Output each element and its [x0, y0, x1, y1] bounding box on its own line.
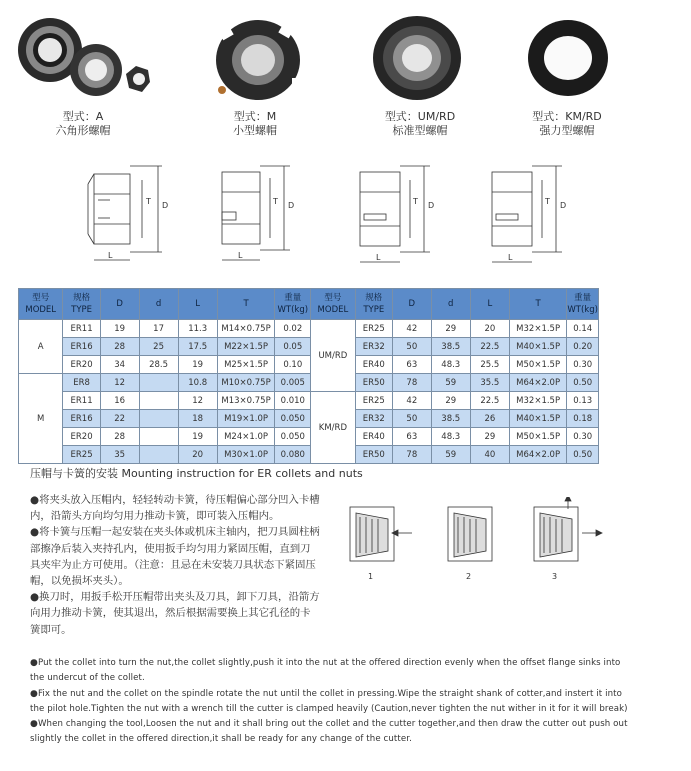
nut-type-km	[492, 8, 642, 137]
table-cell: 50	[392, 338, 431, 356]
table-cell	[139, 446, 178, 464]
table-cell: M32×1.5P	[509, 392, 566, 410]
table-cell: 40	[470, 446, 509, 464]
table-cell: ER32	[355, 338, 392, 356]
table-cell: 0.18	[567, 410, 599, 428]
nut-types-row	[0, 8, 691, 148]
table-row	[19, 410, 599, 428]
table-cell: M40×1.5P	[509, 338, 566, 356]
table-cell	[139, 428, 178, 446]
table-cell: M10×0.75P	[217, 374, 275, 392]
table-cell: M19×1.0P	[217, 410, 275, 428]
l-label: L	[376, 253, 381, 262]
step-1-label: 1	[368, 572, 374, 581]
drawing-type-m	[212, 160, 312, 270]
table-cell: 28	[100, 338, 139, 356]
table-cell: 16	[100, 392, 139, 410]
table-cell: 19	[178, 356, 217, 374]
nut-name: 小型螺帽	[233, 124, 277, 137]
table-cell: ER40	[355, 428, 392, 446]
table-cell: 25.5	[470, 356, 509, 374]
table-cell: 59	[431, 374, 470, 392]
table-cell: 20	[470, 320, 509, 338]
table-cell: 48.3	[431, 428, 470, 446]
table-cell: 0.005	[275, 374, 311, 392]
table-row	[19, 446, 599, 464]
table-cell: 63	[392, 356, 431, 374]
table-cell: ER8	[63, 374, 100, 392]
en-instructions	[30, 656, 630, 748]
install-steps-illustration	[338, 497, 658, 587]
table-cell: 0.010	[275, 392, 311, 410]
table-row	[19, 320, 599, 338]
table-cell: M30×1.0P	[217, 446, 275, 464]
table-cell: M25×1.5P	[217, 356, 275, 374]
table-cell: ER16	[63, 410, 100, 428]
header-d-inner: d	[139, 289, 178, 320]
table-row	[19, 428, 599, 446]
step-3-label: 3	[552, 572, 558, 581]
table-cell: M64×2.0P	[509, 446, 566, 464]
table-cell: 12	[100, 374, 139, 392]
t-label: T	[545, 197, 550, 206]
table-cell: 0.50	[567, 446, 599, 464]
table-cell: 17	[139, 320, 178, 338]
header-model: 型号 MODEL	[311, 289, 355, 320]
table-cell: M64×2.0P	[509, 374, 566, 392]
en-instruction-2: ●Fix the nut and the collet on the spindle rotate the nut until the collet in pressing.Wipe the straight shank of cotter,and instert it into the pilot hole.Tighten the nut with a wrench till the cutter is clamped heavily (Caution,never tighten the nut wither in it for it will break)	[30, 688, 628, 714]
table-cell: 48.3	[431, 356, 470, 374]
table-cell: M14×0.75P	[217, 320, 275, 338]
table-cell: 63	[392, 428, 431, 446]
table-row	[19, 338, 599, 356]
table-cell: ER11	[63, 320, 100, 338]
zh-instruction-1: ●将夹头放入压帽内，轻轻转动卡簧，待压帽偏心部分凹入卡槽内，沿箭头方向均匀用力推动卡簧，即可装入压帽内。	[30, 494, 320, 523]
table-cell: M22×1.5P	[217, 338, 275, 356]
t-label: T	[413, 197, 418, 206]
table-cell	[139, 374, 178, 392]
header-weight: 重量 WT(kg)	[275, 289, 311, 320]
l-label: L	[508, 253, 513, 262]
table-row	[19, 374, 599, 392]
table-cell: 0.30	[567, 356, 599, 374]
table-cell: M50×1.5P	[509, 428, 566, 446]
header-type: 规格 TYPE	[63, 289, 100, 320]
nut-model: 型式：KM/RD	[532, 110, 602, 123]
table-cell: 19	[178, 428, 217, 446]
table-cell: 0.20	[567, 338, 599, 356]
table-cell: 17.5	[178, 338, 217, 356]
header-model: 型号 MODEL	[19, 289, 63, 320]
header-d-inner: d	[431, 289, 470, 320]
table-cell: 0.10	[275, 356, 311, 374]
table-cell: 20	[178, 446, 217, 464]
t-label: T	[146, 197, 151, 206]
table-cell: 0.050	[275, 428, 311, 446]
table-header-row	[19, 289, 599, 320]
table-cell: ER16	[63, 338, 100, 356]
table-cell: 38.5	[431, 338, 470, 356]
d-label: D	[288, 201, 295, 210]
l-label: L	[238, 251, 243, 260]
table-cell: M50×1.5P	[509, 356, 566, 374]
table-cell: 22.5	[470, 338, 509, 356]
heavy-nut-image	[492, 8, 642, 108]
table-cell: 0.02	[275, 320, 311, 338]
nut-type-um	[345, 8, 495, 137]
table-cell: 18	[178, 410, 217, 428]
l-label: L	[108, 251, 113, 260]
table-cell: ER50	[355, 374, 392, 392]
table-cell: ER25	[355, 320, 392, 338]
header-d-outer: D	[392, 289, 431, 320]
table-cell: 0.30	[567, 428, 599, 446]
nut-name: 强力型螺帽	[539, 124, 595, 137]
table-cell: 42	[392, 320, 431, 338]
nut-name: 标准型螺帽	[392, 124, 448, 137]
table-cell: 35.5	[470, 374, 509, 392]
header-d-outer: D	[100, 289, 139, 320]
table-cell: ER20	[63, 356, 100, 374]
table-cell: M40×1.5P	[509, 410, 566, 428]
table-cell: M24×1.0P	[217, 428, 275, 446]
drawing-type-um	[350, 160, 450, 270]
nut-model: 型式：A	[62, 110, 104, 123]
table-cell: 0.50	[567, 374, 599, 392]
table-cell: 59	[431, 446, 470, 464]
table-cell: ER20	[63, 428, 100, 446]
table-cell: 0.05	[275, 338, 311, 356]
en-instruction-3: ●When changing the tool,Loosen the nut and it shall bring out the collet and the cutter together,and then draw the cutter out push out slightly the collet in the offered direction,it shall be ready for any change of the cutter.	[30, 719, 628, 745]
header-t: T	[509, 289, 566, 320]
table-cell: M32×1.5P	[509, 320, 566, 338]
table-cell: 42	[392, 392, 431, 410]
small-nut-image	[180, 8, 330, 108]
table-cell: ER50	[355, 446, 392, 464]
section-title: 压帽与卡簧的安装 Mounting instruction for ER collets and nuts	[30, 467, 363, 480]
table-cell: 22	[100, 410, 139, 428]
model-cell: UM/RD	[311, 320, 355, 392]
table-cell: 28	[100, 428, 139, 446]
drawing-type-a	[80, 160, 180, 270]
table-cell: 22.5	[470, 392, 509, 410]
table-cell: 0.13	[567, 392, 599, 410]
table-cell: 78	[392, 374, 431, 392]
t-label: T	[273, 197, 278, 206]
table-cell: 19	[100, 320, 139, 338]
en-instruction-1: ●Put the collet into turn the nut,the collet slightly,push it into the nut at the offered direction evenly when the offset flange sinks into the undercut of the collet.	[30, 658, 621, 684]
table-cell	[139, 392, 178, 410]
d-label: D	[560, 201, 567, 210]
table-cell: 25	[139, 338, 178, 356]
nut-name: 六角形螺帽	[55, 124, 111, 137]
header-t: T	[217, 289, 275, 320]
step-2-label: 2	[466, 572, 472, 581]
table-cell: ER25	[355, 392, 392, 410]
d-label: D	[162, 201, 169, 210]
table-cell: 11.3	[178, 320, 217, 338]
table-cell: 0.080	[275, 446, 311, 464]
table-cell: 12	[178, 392, 217, 410]
model-cell: A	[19, 320, 63, 374]
table-cell: 29	[470, 428, 509, 446]
zh-instructions	[30, 492, 320, 638]
table-cell: 0.050	[275, 410, 311, 428]
d-label: D	[428, 201, 435, 210]
table-cell: ER11	[63, 392, 100, 410]
nut-model: 型式：UM/RD	[384, 110, 456, 123]
table-cell: 34	[100, 356, 139, 374]
table-cell: 50	[392, 410, 431, 428]
model-cell: KM/RD	[311, 392, 355, 464]
table-cell: M13×0.75P	[217, 392, 275, 410]
spec-table	[18, 288, 599, 464]
table-cell: ER40	[355, 356, 392, 374]
table-cell: 38.5	[431, 410, 470, 428]
table-cell: 10.8	[178, 374, 217, 392]
table-cell: 35	[100, 446, 139, 464]
table-cell: 28.5	[139, 356, 178, 374]
table-row	[19, 392, 599, 410]
header-weight: 重量 WT(kg)	[567, 289, 599, 320]
table-cell: ER25	[63, 446, 100, 464]
table-cell: ER32	[355, 410, 392, 428]
nut-model: 型式：M	[233, 110, 277, 123]
spec-table-body	[19, 320, 599, 464]
hex-nut-image	[8, 8, 158, 108]
header-l: L	[470, 289, 509, 320]
zh-instruction-2: ●将卡簧与压帽一起安装在夹头体或机床主轴内，把刀具圆柱柄部擦净后装入夹持孔内，使用扳手均匀用力紧固压帽，直到刀具夹牢为止方可使用。（注意：且忌在未安装刀具状态下紧固压帽，以免损坏夹头）。	[30, 526, 320, 588]
table-cell: 26	[470, 410, 509, 428]
table-cell: 0.14	[567, 320, 599, 338]
zh-instruction-3: ●换刀时，用扳手松开压帽带出夹头及刀具，卸下刀具，沿箭方向用力推动卡簧，使其退出，然后根据需要换上其它孔径的卡簧即可。	[30, 591, 320, 636]
table-row	[19, 356, 599, 374]
standard-nut-image	[345, 8, 495, 108]
nut-type-a	[8, 8, 158, 137]
table-cell: 78	[392, 446, 431, 464]
drawing-type-km	[482, 160, 582, 270]
table-cell: 29	[431, 392, 470, 410]
nut-type-m	[180, 8, 330, 137]
model-cell: M	[19, 374, 63, 464]
table-cell: 29	[431, 320, 470, 338]
drawings-row	[0, 160, 691, 275]
header-type: 规格 TYPE	[355, 289, 392, 320]
table-cell	[139, 410, 178, 428]
header-l: L	[178, 289, 217, 320]
